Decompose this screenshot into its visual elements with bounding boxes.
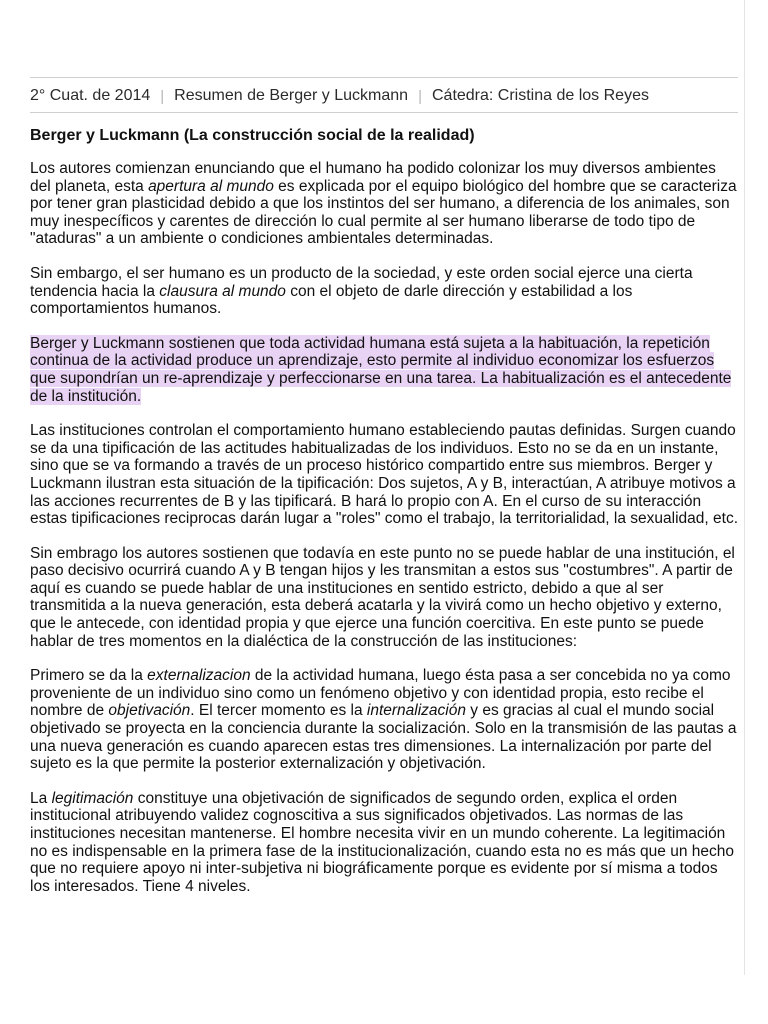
page-edge-divider <box>744 0 745 975</box>
header-term: 2° Cuat. de 2014 <box>30 87 151 104</box>
emphasis-apertura: apertura al mundo <box>148 177 274 195</box>
text-highlight: Berger y Luckmann sostienen que toda actividad humana está sujeta a la habituación, la repetición continua de la actividad produce un aprendizaje, esto permite al individuo economizar los esfuerzos que supondrían un re-aprendizaje y perfeccionarse en una tarea. La habitualización es el antecedente de la institución. <box>30 334 732 405</box>
header-chair: Cátedra: Cristina de los Reyes <box>431 87 649 104</box>
document-page <box>30 0 738 1024</box>
paragraph-5: Sin embrago los autores sostienen que todavía en este punto no se puede hablar de una institución, el paso decisivo ocurrirá cuando A y B tengan hijos y les transmitan a estos sus "costumbres". A partir de aquí es cuando se puede hablar de una instituciones en sentido estricto, debido a que al ser transmitida a la nueva generación, esta deberá acatarla y la vivirá como un hecho objetivo y externo, que le antecede, con identidad propia y que ejerce una función coercitiva. En este punto se puede hablar de tres momentos en la dialéctica de la construcción de las instituciones: <box>30 544 735 650</box>
emphasis-clausura: clausura al mundo <box>159 282 286 300</box>
document-body <box>30 126 738 912</box>
paragraph-2: Sin embargo, el ser humano es un producto de la sociedad, y este orden social ejerce una cierta tendencia hacia la clausura al mundo con el objeto de darle dirección y estabilidad a los comportamientos humanos. <box>30 264 693 318</box>
paragraph-1: Los autores comienzan enunciando que el humano ha podido colonizar los muy diversos ambientes del planeta, esta apertura al mundo es explicada por el equipo biológico del hombre que se caracteriza por tener gran plasticidad debido a que los instintos del ser humano, a diferencia de los animales, son muy inespecíficos y carentes de dirección lo cual permite al ser humano liberarse de todo tipo de "ataduras" a un ambiente o condiciones ambientales determinadas. <box>30 160 737 248</box>
paragraph-4: Las instituciones controlan el comportamiento humano estableciendo pautas definidas. Surgen cuando se da una tipificación de las actitudes habitualizadas de los individuos. Esto no se da en un instante, sino que se va formando a través de un proceso histórico compartido entre sus miembros. Berger y Luckmann ilustran esta situación de la tipificación: Dos sujetos, A y B, interactúan, A atribuye motivos a las acciones recurrentes de B y las tipificará. B hará lo propio con A. En el curso de su interacción estas tipificaciones reciprocas darán lugar a "roles" como el trabajo, la territorialidad, la sexualidad, etc. <box>30 422 738 528</box>
paragraph-3-highlighted <box>30 335 738 405</box>
emphasis-internalizacion: internalización <box>366 702 466 720</box>
paragraph-7: La legitimación constituye una objetivación de significados de segundo orden, explica el orden institucional atribuyendo validez cognoscitiva a sus significados objetivados. Las normas de las instituciones necesitan mantenerse. El hombre necesita vivir en un mundo coherente. La legitimación no es indispensable en la primera fase de la institucionalización, cuando esta no es más que un hecho que no requiere apoyo ni inter-subjetiva ni biográficamente porque es evidente por sí misma a todos los interesados. Tiene 4 niveles. <box>30 789 734 895</box>
header-top-rule <box>30 77 738 78</box>
header-bottom-rule <box>30 112 738 113</box>
emphasis-externalizacion: externalizacion <box>147 667 251 685</box>
header-separator-1: | <box>160 87 165 105</box>
running-header <box>30 85 649 107</box>
header-separator-2: | <box>418 87 422 105</box>
emphasis-legitimacion: legitimación <box>51 789 134 807</box>
emphasis-objetivacion: objetivación <box>108 702 191 720</box>
document-title: Berger y Luckmann (La construcción social de la realidad) <box>30 127 475 144</box>
header-summary: Resumen de Berger y Luckmann <box>174 87 409 104</box>
paragraph-6: Primero se da la externalizacion de la actividad humana, luego ésta pasa a ser concebida no ya como proveniente de un individuo sino como un fenómeno objetivo y con identidad propia, esto recibe el nombre de objetivación. El tercer momento es la internalización y es gracias al cual el mundo social objetivado se proyecta en la conciencia durante la socialización. Solo en la transmisión de las pautas a una nueva generación es cuando aparecen estas tres dimensiones. La internalización por parte del sujeto es la que permite la posterior externalización y objetivación. <box>30 667 737 773</box>
